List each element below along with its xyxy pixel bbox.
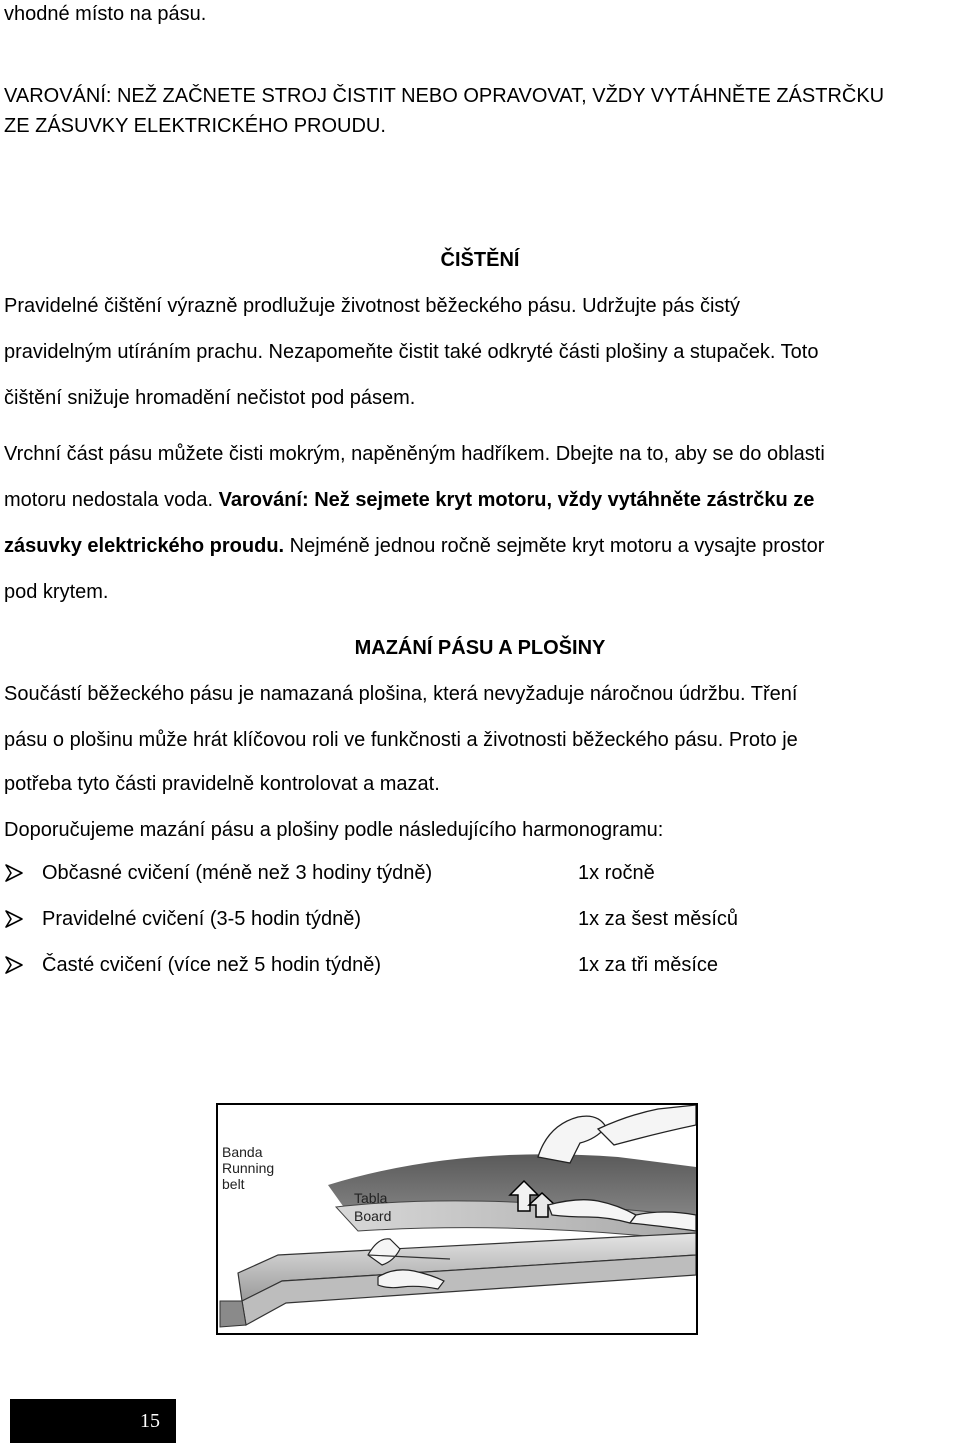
cleaning-para2-line-1: Vrchní část pásu můžete čisti mokrým, napěněným hadříkem. Dbejte na to, aby se do oblasti bbox=[4, 443, 825, 465]
warning-line-1: VAROVÁNÍ: NEŽ ZAČNETE STROJ ČISTIT NEBO OPRAVOVAT, VŽDY VYTÁHNĚTE ZÁSTRČKU bbox=[4, 85, 885, 107]
figure-label-belt-2: Running bbox=[222, 1160, 275, 1176]
lubrication-para-line-2: pásu o plošinu může hrát klíčovou roli ve funkčnosti a životnosti běžeckého pásu. Proto je bbox=[4, 729, 798, 751]
arrowhead-bullet-icon bbox=[4, 909, 24, 929]
schedule-item bbox=[4, 905, 904, 933]
cleaning-heading: ČIŠTĚNÍ bbox=[440, 249, 520, 271]
arrowhead-bullet-icon bbox=[4, 863, 24, 883]
cleaning-para2-line-3-normal: Nejméně jednou ročně sejměte kryt motoru a vysajte prostor bbox=[284, 535, 825, 557]
figure-label-belt-1: Banda bbox=[222, 1144, 263, 1160]
lubrication-para-line-1: Součástí běžeckého pásu je namazaná plošina, která nevyžaduje náročnou údržbu. Tření bbox=[4, 683, 798, 705]
lubrication-heading: MAZÁNÍ PÁSU A PLOŠINY bbox=[354, 637, 606, 659]
schedule-item bbox=[4, 951, 904, 979]
treadmill-end-cap-shape bbox=[220, 1301, 246, 1327]
cleaning-warning-bold-2: zásuvky elektrického proudu. bbox=[4, 535, 285, 557]
cleaning-para1-line-2: pravidelným utíráním prachu. Nezapomeňte čistit také odkryté části plošiny a stupaček. Toto bbox=[4, 341, 819, 363]
schedule-frequency: 1x za tři měsíce bbox=[578, 954, 719, 976]
schedule-intro: Doporučujeme mazání pásu a plošiny podle následujícího harmonogramu: bbox=[4, 819, 664, 841]
cleaning-para2-line-2 bbox=[4, 488, 814, 512]
arrowhead-bullet-icon bbox=[4, 955, 24, 975]
cleaning-para2-line-2-normal: motoru nedostala voda. bbox=[4, 489, 219, 511]
page-number: 15 bbox=[140, 1410, 160, 1432]
top-fragment-text: vhodné místo na pásu. bbox=[4, 3, 207, 25]
warning-line-2: ZE ZÁSUVKY ELEKTRICKÉHO PROUDU. bbox=[4, 115, 386, 137]
cleaning-para1-line-1: Pravidelné čištění výrazně prodlužuje životnost běžeckého pásu. Udržujte pás čistý bbox=[4, 295, 740, 317]
schedule-activity: Časté cvičení (více než 5 hodin týdně) bbox=[42, 954, 382, 976]
cleaning-warning-bold-1: Varování: Než sejmete kryt motoru, vždy vytáhněte zástrčku ze bbox=[218, 489, 815, 511]
treadmill-illustration bbox=[218, 1105, 696, 1333]
schedule-frequency: 1x za šest měsíců bbox=[578, 908, 739, 930]
treadmill-lubrication-figure bbox=[216, 1103, 698, 1335]
arm-icon bbox=[598, 1105, 696, 1145]
page-number-box bbox=[10, 1399, 176, 1443]
schedule-item bbox=[4, 859, 904, 887]
schedule-activity: Občasné cvičení (méně než 3 hodiny týdně) bbox=[42, 862, 433, 884]
figure-label-board-1: Tabla bbox=[354, 1190, 388, 1206]
cleaning-para2-line-4: pod krytem. bbox=[4, 581, 109, 603]
figure-label-board-2: Board bbox=[354, 1208, 392, 1224]
cleaning-para1-line-3: čištění snižuje hromadění nečistot pod pásem. bbox=[4, 387, 416, 409]
lubrication-para-line-3: potřeba tyto části pravidelně kontrolovat a mazat. bbox=[4, 773, 440, 795]
figure-label-belt-3: belt bbox=[222, 1176, 245, 1192]
schedule-activity: Pravidelné cvičení (3-5 hodin týdně) bbox=[42, 908, 362, 930]
schedule-frequency: 1x ročně bbox=[578, 862, 655, 884]
cleaning-para2-line-3 bbox=[4, 534, 824, 558]
